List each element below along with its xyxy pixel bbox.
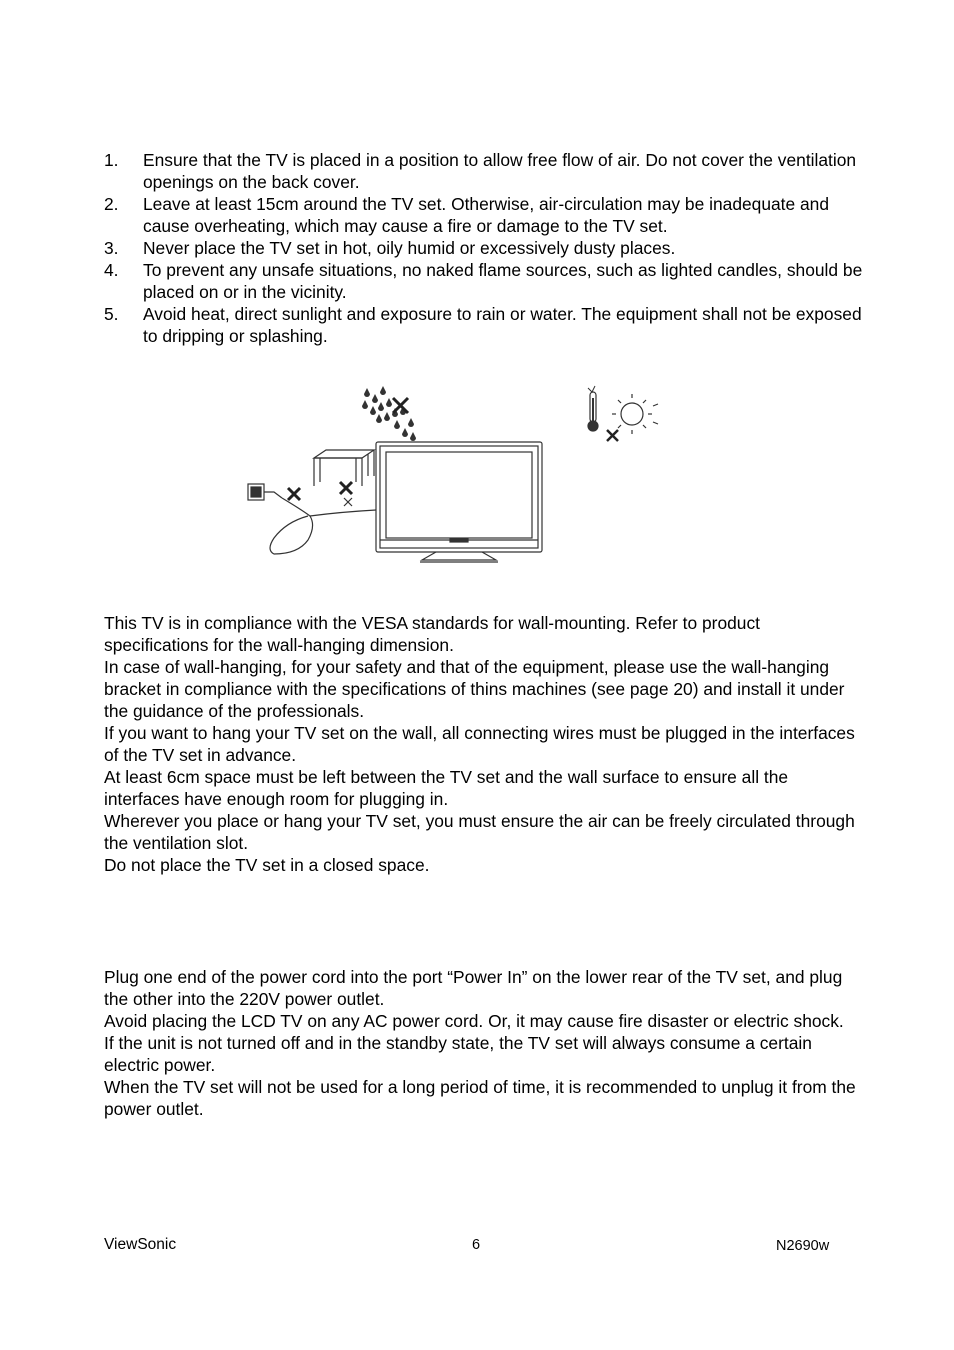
- stool-icon: [314, 450, 374, 486]
- list-number: 3.: [104, 238, 119, 258]
- paragraph: If you want to hang your TV set on the wall, all connecting wires must be plugged in the interfaces of the TV set in advance.: [104, 723, 855, 765]
- list-number: 4.: [104, 260, 119, 280]
- list-item: [104, 193, 864, 237]
- list-item: [104, 303, 864, 347]
- sun-icon: [612, 394, 658, 434]
- paragraph: This TV is in compliance with the VESA standards for wall-mounting. Refer to product specifications for the wall-hanging dimension.: [104, 613, 760, 655]
- prohibited-x-icon: [393, 398, 408, 413]
- rain-drops-icon: [362, 386, 416, 441]
- list-text: To prevent any unsafe situations, no naked flame sources, such as lighted candles, should be placed on or in the vicinity.: [143, 260, 863, 302]
- paragraph: In case of wall-hanging, for your safety and that of the equipment, please use the wall-hanging bracket in compliance with the specifications of thins machines (see page 20) and install it under the guidance of the professionals.: [104, 657, 845, 721]
- wall-outlet-icon: [248, 484, 376, 554]
- paragraph: When the TV set will not be used for a long period of time, it is recommended to unplug it from the power outlet.: [104, 1077, 856, 1119]
- tv-set-icon: [376, 442, 542, 562]
- list-item: [104, 149, 864, 193]
- paragraph: Avoid placing the LCD TV on any AC power cord. Or, it may cause fire disaster or electric shock.: [104, 1011, 844, 1031]
- prohibited-x-icon: [344, 498, 352, 506]
- paragraph: Do not place the TV set in a closed space.: [104, 855, 430, 875]
- thermometer-icon: [588, 386, 598, 431]
- wall-mounting-section: [104, 612, 864, 876]
- footer-model: N2690w: [776, 1238, 830, 1254]
- list-text: Never place the TV set in hot, oily humid or excessively dusty places.: [143, 238, 676, 258]
- list-number: 2.: [104, 194, 119, 214]
- paragraph: At least 6cm space must be left between the TV set and the wall surface to ensure all the interfaces have enough room for plugging in.: [104, 767, 789, 809]
- paragraph: Wherever you place or hang your TV set, you must ensure the air can be freely circulated through the ventilation slot.: [104, 811, 855, 853]
- list-text: Ensure that the TV is placed in a position to allow free flow of air. Do not cover the ventilation openings on the back cover.: [143, 150, 857, 192]
- placement-warning-illustration: [240, 384, 670, 568]
- paragraph: Plug one end of the power cord into the port “Power In” on the lower rear of the TV set, and plug the other into the 220V power outlet.: [104, 967, 843, 1009]
- prohibited-x-icon: [607, 430, 618, 441]
- list-text: Leave at least 15cm around the TV set. Otherwise, air-circulation may be inadequate and cause overheating, which may cause a fire or damage to the TV set.: [143, 194, 830, 236]
- list-item: [104, 259, 864, 303]
- list-number: 5.: [104, 304, 119, 324]
- footer-brand: ViewSonic: [104, 1236, 177, 1253]
- list-number: 1.: [104, 150, 119, 170]
- power-section: [104, 966, 864, 1120]
- placement-list: [104, 149, 864, 347]
- footer-page-number: 6: [472, 1237, 481, 1253]
- paragraph: If the unit is not turned off and in the standby state, the TV set will always consume a certain electric power.: [104, 1033, 812, 1075]
- list-item: [104, 237, 864, 259]
- prohibited-x-icon: [288, 482, 352, 500]
- list-text: Avoid heat, direct sunlight and exposure to rain or water. The equipment shall not be exposed to dripping or splashing.: [143, 304, 862, 346]
